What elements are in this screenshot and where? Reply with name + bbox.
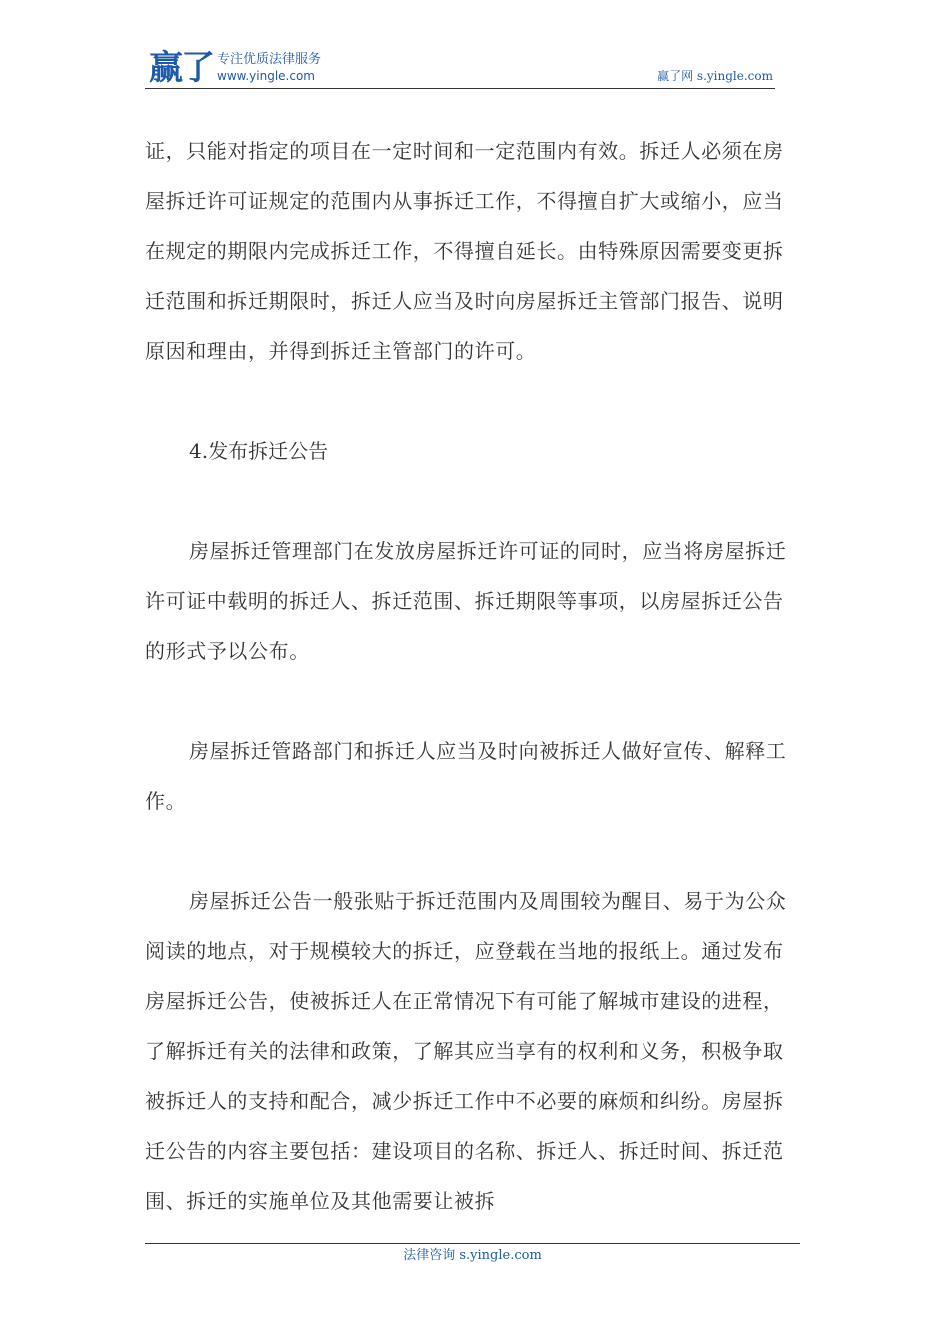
- paragraph-spacer: [145, 376, 795, 426]
- paragraph-announcement-content: 房屋拆迁公告一般张贴于拆迁范围内及周围较为醒目、易于为公众阅读的地点，对于规模较大的拆迁，应登载在当地的报纸上。通过发布房屋拆迁公告，使被拆迁人在正常情况下有可能了解城市建设的进程，了解拆迁有关的法律和政策，了解其应当享有的权利和义务，积极争取被拆迁人的支持和配合，减少拆迁工作中不必要的麻烦和纠纷。房屋拆迁公告的内容主要包括：建设项目的名称、拆迁人、拆迁时间、拆迁范围、拆迁的实施单位及其他需要让被拆: [145, 889, 787, 1213]
- header-site-link[interactable]: 赢了网 s.yingle.com: [657, 69, 773, 83]
- paragraph-announcement-publish: 房屋拆迁管理部门在发放房屋拆迁许可证的同时，应当将房屋拆迁许可证中载明的拆迁人、拆迁范围、拆迁期限等事项，以房屋拆迁公告的形式予以公布。: [145, 539, 787, 663]
- section-heading-announcement: 4.发布拆迁公告: [189, 439, 329, 463]
- logo-slogan: 专注优质法律服务: [217, 52, 322, 67]
- paragraph-spacer: [145, 676, 795, 726]
- logo-mark: 赢了: [149, 48, 213, 88]
- paragraph-spacer: [145, 476, 795, 526]
- paragraph-permit-scope: 证，只能对指定的项目在一定时间和一定范围内有效。拆迁人必须在房屋拆迁许可证规定的范围内从事拆迁工作，不得擅自扩大或缩小，应当在规定的期限内完成拆迁工作，不得擅自延长。由特殊原因需要变更拆迁范围和拆迁期限时，拆迁人应当及时向房屋拆迁主管部门报告、说明原因和理由，并得到拆迁主管部门的许可。: [145, 139, 784, 363]
- paragraph-spacer: [145, 826, 795, 876]
- logo-url[interactable]: www.yingle.com: [217, 69, 315, 83]
- document-body: [145, 126, 795, 1226]
- page-header: [145, 48, 775, 89]
- footer-divider: [145, 1243, 800, 1244]
- paragraph-publicity-work: 房屋拆迁管路部门和拆迁人应当及时向被拆迁人做好宣传、解释工作。: [145, 739, 787, 813]
- footer-link[interactable]: 法律咨询 s.yingle.com: [403, 1248, 542, 1263]
